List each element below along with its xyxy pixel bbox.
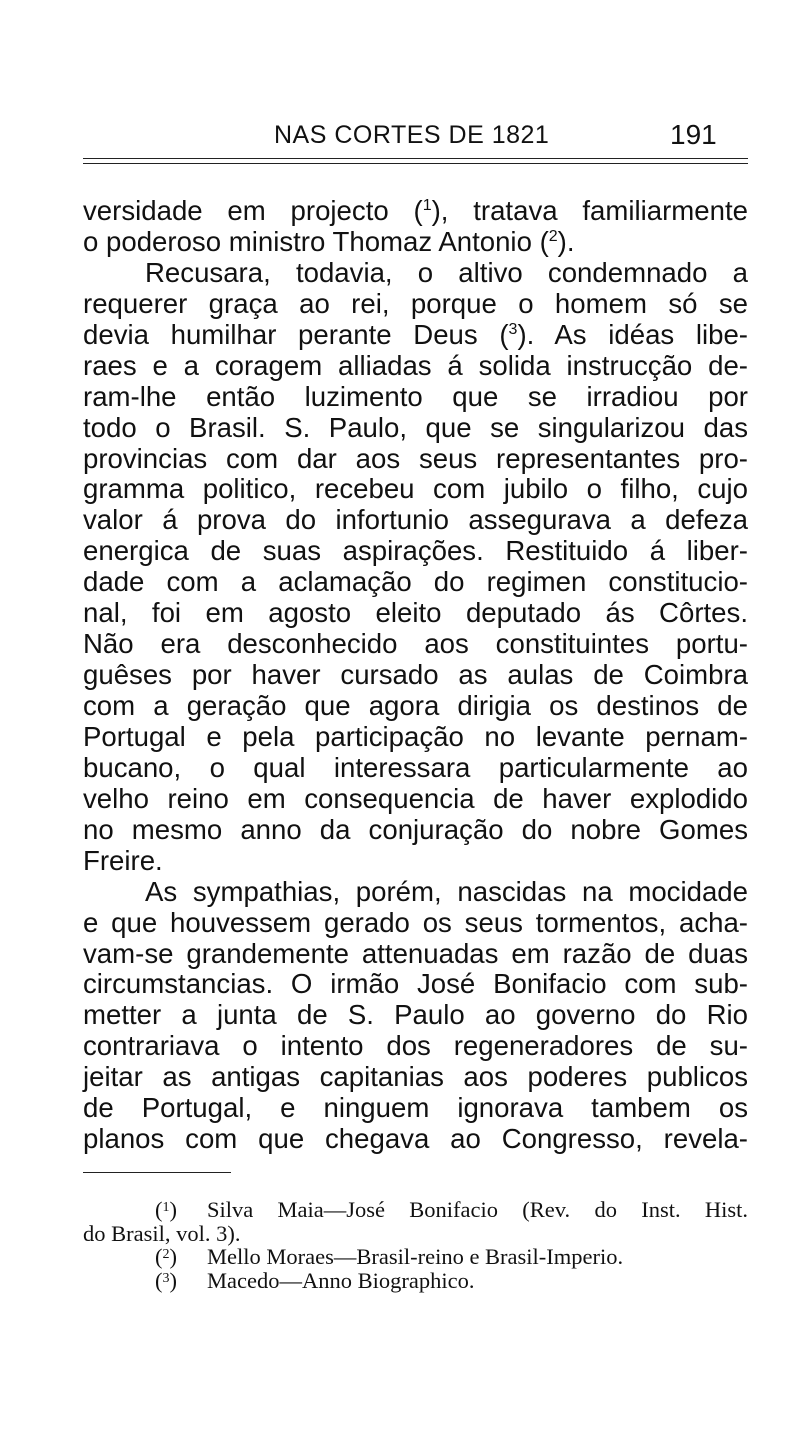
body-text xyxy=(83,196,748,1155)
text-run: energica de suas aspirações. Restituido á liber- xyxy=(83,535,748,567)
text-line xyxy=(83,846,748,877)
text-line xyxy=(83,1093,748,1124)
footnote-text: Macedo—Anno Biographico. xyxy=(207,1267,475,1293)
text-run: gramma politico, recebeu com jubilo o filho, cujo xyxy=(83,473,748,505)
running-title: NAS CORTES DE 1821 xyxy=(274,121,550,149)
text-run: no mesmo anno da conjuração do nobre Gomes xyxy=(83,813,748,845)
text-line xyxy=(83,227,748,258)
text-line xyxy=(83,1000,748,1031)
header-rule xyxy=(83,163,748,164)
footnote xyxy=(83,1269,748,1293)
footnote-reference: 1 xyxy=(422,197,432,214)
footnote-text: Mello Moraes—Brasil-reino e Brasil-Imperio. xyxy=(207,1244,624,1269)
text-run: metter a junta de S. Paulo ao governo do Rio xyxy=(83,999,748,1031)
text-line xyxy=(83,969,748,1000)
text-run: guêses por haver cursado as aulas de Coimbra xyxy=(83,659,748,691)
footnote-mark: ($^3$) xyxy=(155,1267,177,1293)
text-run: dade com a aclamação do regimen constitucio- xyxy=(83,566,748,598)
text-line xyxy=(83,382,748,413)
text-line xyxy=(83,444,748,475)
text-line xyxy=(83,258,748,289)
text-run: raes e a coragem alliadas á solida instrucção de- xyxy=(83,349,748,381)
footnote-text: do Brasil, vol. 3). xyxy=(83,1220,241,1246)
footnote-mark: ($^2$) xyxy=(155,1244,177,1269)
footnote-continuation xyxy=(83,1222,748,1246)
text-line xyxy=(83,413,748,444)
text-line xyxy=(83,536,748,567)
text-run: contrariava o intento dos regeneradores de su- xyxy=(83,1030,748,1062)
text-line xyxy=(83,908,748,939)
text-run: vam-se grandemente attenuadas em razão de duas xyxy=(83,937,748,969)
text-run: As sympathias, porém, nascidas na mocidade xyxy=(145,875,748,907)
text-line xyxy=(83,351,748,382)
text-line xyxy=(83,877,748,908)
text-line xyxy=(83,691,748,722)
text-line xyxy=(83,660,748,691)
text-run: e que houvessem gerado os seus tormentos, acha- xyxy=(83,906,748,938)
text-line xyxy=(83,505,748,536)
text-run: valor á prova do infortunio assegurava a defeza xyxy=(83,504,748,536)
text-line xyxy=(83,474,748,505)
footnote-mark: ($^1$) xyxy=(155,1197,177,1222)
text-run: velho reino em consequencia de haver explodido xyxy=(83,782,748,814)
text-run: com a geração que agora dirigia os destinos de xyxy=(83,690,748,721)
footnote-number: 3 xyxy=(162,1270,170,1286)
text-line xyxy=(83,784,748,815)
text-run: provincias com dar aos seus representantes pro- xyxy=(83,442,748,474)
text-run: ). As idéas libe- xyxy=(517,318,748,350)
text-run: nal, foi em agosto eleito deputado ás Côrtes. xyxy=(83,597,748,629)
text-line xyxy=(83,629,748,660)
text-line xyxy=(83,598,748,629)
text-line xyxy=(83,289,748,320)
text-line xyxy=(83,722,748,753)
header-rule xyxy=(83,158,748,159)
text-run: bucano, o qual interessara particularmente ao xyxy=(83,751,748,783)
text-line xyxy=(83,320,748,351)
text-line xyxy=(83,939,748,970)
text-line xyxy=(83,753,748,784)
text-run: Não era desconhecido aos constituintes portu- xyxy=(83,628,748,660)
text-run: Portugal e pela participação no levante pernam- xyxy=(83,720,748,752)
text-run: requerer graça ao rei, porque o homem só se xyxy=(83,287,748,319)
text-line xyxy=(83,196,748,227)
text-run: ). xyxy=(557,225,575,257)
footnote-number: 2 xyxy=(162,1247,170,1262)
text-run: de Portugal, e ninguem ignorava tambem os xyxy=(83,1092,748,1124)
text-line xyxy=(83,1124,748,1155)
text-line xyxy=(83,815,748,846)
footnote-rule xyxy=(83,1172,231,1173)
text-run: jeitar as antigas capitanias aos poderes publicos xyxy=(83,1061,748,1093)
text-run: ), tratava familiarmente xyxy=(431,195,748,226)
text-run: versidade em projecto ( xyxy=(83,195,423,226)
text-line xyxy=(83,1062,748,1093)
text-run: todo o Brasil. S. Paulo, que se singularizou das xyxy=(83,411,748,443)
footnote-reference: 3 xyxy=(508,320,518,338)
footnote-text: Silva Maia—José Bonifacio (Rev. do Inst. Hist. xyxy=(207,1197,748,1222)
footnote-reference: 2 xyxy=(548,227,558,245)
text-run: circumstancias. O irmão José Bonifacio com sub- xyxy=(83,968,748,1000)
footnote-number: 1 xyxy=(162,1200,170,1215)
text-line xyxy=(83,1031,748,1062)
page-number: 191 xyxy=(670,119,717,150)
footnotes xyxy=(83,1198,748,1292)
text-run: planos com que chegava ao Congresso, revela- xyxy=(83,1123,748,1155)
text-line xyxy=(83,567,748,598)
text-run: o poderoso ministro Thomaz Antonio ( xyxy=(83,225,549,257)
text-run: Freire. xyxy=(83,844,163,876)
text-run: Recusara, todavia, o altivo condemnado a xyxy=(145,256,748,288)
text-run: devia humilhar perante Deus ( xyxy=(83,318,509,350)
text-run: ram-lhe então luzimento que se irradiou por xyxy=(83,380,748,412)
footnote xyxy=(83,1245,748,1269)
footnote xyxy=(83,1198,748,1222)
